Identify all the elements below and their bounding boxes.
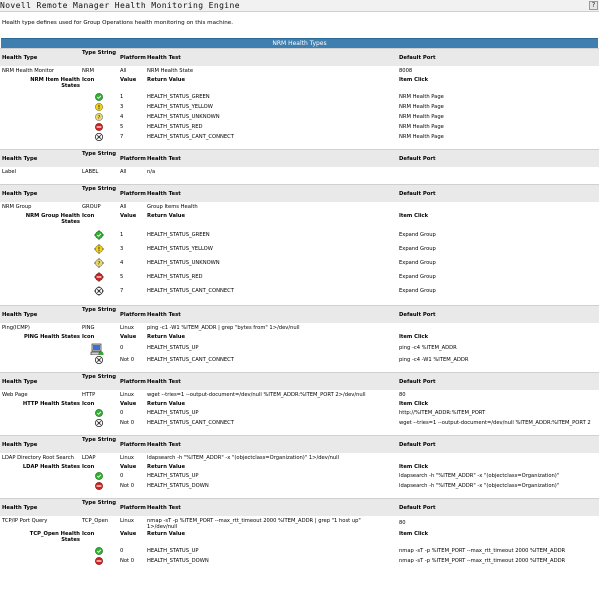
state-item-click[interactable]: NRM Health Page	[399, 114, 444, 120]
col-return-value: Return Value	[147, 334, 185, 340]
type-string-value: PING	[82, 325, 95, 331]
state-return-value: HEALTH_STATUS_YELLOW	[147, 246, 213, 252]
state-item-click[interactable]: ldapsearch -h "%ITEM_ADDR" -x "(objectclass=Organization)"	[399, 483, 560, 489]
states-header-row	[0, 463, 599, 471]
col-health-type: Health Type	[2, 191, 38, 197]
type-string-value: TCP_Open	[82, 518, 109, 524]
col-health-type: Health Type	[2, 312, 38, 318]
col-health-test: Health Test	[147, 156, 181, 162]
default-port-value: 80	[399, 520, 406, 526]
col-value: Value	[120, 531, 137, 537]
health-type-row	[0, 390, 599, 400]
section-header-row	[0, 149, 599, 167]
section-header-row	[0, 305, 599, 323]
health-type-name: NRM Health Monitor	[2, 68, 55, 74]
state-return-value: HEALTH_STATUS_CANT_CONNECT	[147, 288, 234, 294]
state-value: 1	[120, 94, 124, 100]
group-green-icon	[94, 230, 104, 240]
states-header-row	[0, 400, 599, 408]
section-spacer	[0, 365, 599, 372]
col-health-test: Health Test	[147, 442, 181, 448]
health-state-row	[0, 481, 599, 491]
state-return-value: HEALTH_STATUS_RED	[147, 274, 203, 280]
states-label: NRM Item Health States	[30, 77, 80, 89]
state-return-value: HEALTH_STATUS_UP	[147, 473, 199, 479]
col-icon: Icon	[82, 464, 95, 470]
state-item-click[interactable]: ping -c4 -W1 %ITEM_ADDR	[399, 357, 469, 363]
state-return-value: HEALTH_STATUS_DOWN	[147, 483, 209, 489]
col-platform: Platform	[120, 156, 146, 162]
platform-value: All	[120, 204, 127, 210]
status-yellow-icon	[94, 102, 104, 112]
state-item-click[interactable]: Expand Group	[399, 260, 436, 266]
states-header-row	[0, 76, 599, 92]
health-type-name: Label	[2, 169, 16, 175]
state-item-click[interactable]: Expand Group	[399, 288, 436, 294]
col-type-string: Type String	[82, 437, 117, 443]
health-type-name: LDAP Directory Root Search	[2, 455, 74, 461]
section-spacer	[0, 177, 599, 184]
state-value: 0	[120, 345, 124, 351]
health-type-row	[0, 202, 599, 212]
help-button[interactable]: ?	[589, 1, 598, 10]
health-state-row	[0, 92, 599, 102]
type-string-value: LABEL	[82, 169, 99, 175]
state-return-value: HEALTH_STATUS_UP	[147, 345, 199, 351]
group-cant-connect-icon	[94, 286, 104, 296]
col-default-port: Default Port	[399, 156, 436, 162]
health-type-row	[0, 167, 599, 177]
states-header-row	[0, 212, 599, 228]
health-type-section	[0, 48, 599, 149]
col-type-string: Type String	[82, 500, 117, 506]
section-header-row	[0, 372, 599, 390]
col-icon: Icon	[82, 77, 95, 83]
col-value: Value	[120, 464, 137, 470]
health-type-section	[0, 305, 599, 372]
col-platform: Platform	[120, 191, 146, 197]
health-type-name: TCP/IP Port Query	[2, 518, 48, 524]
col-type-string: Type String	[82, 307, 117, 313]
window-titlebar	[0, 0, 599, 12]
state-return-value: HEALTH_STATUS_CANT_CONNECT	[147, 357, 234, 363]
state-value: 7	[120, 134, 124, 140]
state-item-click[interactable]: ping -c4 %ITEM_ADDR	[399, 345, 457, 351]
health-state-row	[0, 122, 599, 132]
platform-value: Linux	[120, 518, 134, 524]
col-platform: Platform	[120, 55, 146, 61]
health-test-value: nmap -sT -p %ITEM_PORT --max_rtt_timeout 2000 %ITEM_ADDR | grep "1 host up" 1>/dev/null	[147, 518, 361, 530]
health-state-row	[0, 341, 599, 355]
state-return-value: HEALTH_STATUS_GREEN	[147, 232, 210, 238]
state-return-value: HEALTH_STATUS_GREEN	[147, 94, 210, 100]
col-item-click: Item Click	[399, 77, 429, 83]
type-string-value: NRM	[82, 68, 94, 74]
col-type-string: Type String	[82, 50, 117, 56]
state-item-click[interactable]: NRM Health Page	[399, 104, 444, 110]
col-item-click: Item Click	[399, 334, 429, 340]
health-type-section	[0, 498, 599, 573]
health-test-value: NRM Health State	[147, 68, 194, 74]
state-item-click[interactable]: NRM Health Page	[399, 94, 444, 100]
col-icon: Icon	[82, 213, 95, 219]
col-health-type: Health Type	[2, 156, 38, 162]
health-state-row	[0, 418, 599, 428]
health-type-name: Web Page	[2, 392, 28, 398]
state-item-click[interactable]: nmap -sT -p %ITEM_PORT --max_rtt_timeout 2000 %ITEM_ADDR	[399, 558, 566, 564]
section-header-row	[0, 435, 599, 453]
state-item-click[interactable]: Expand Group	[399, 232, 436, 238]
state-item-click[interactable]: http://%ITEM_ADDR:%ITEM_PORT	[399, 410, 486, 416]
platform-value: All	[120, 169, 127, 175]
state-item-click[interactable]: NRM Health Page	[399, 124, 444, 130]
state-value: 4	[120, 260, 124, 266]
status-green-icon	[94, 408, 104, 418]
state-return-value: HEALTH_STATUS_RED	[147, 124, 203, 130]
state-return-value: HEALTH_STATUS_CANT_CONNECT	[147, 134, 234, 140]
col-health-type: Health Type	[2, 505, 38, 511]
col-value: Value	[120, 77, 137, 83]
status-cant-connect-icon	[94, 132, 104, 142]
status-cant-connect-icon	[94, 418, 104, 428]
col-health-test: Health Test	[147, 55, 181, 61]
status-unknown-icon	[94, 112, 104, 122]
platform-value: All	[120, 68, 127, 74]
health-type-row	[0, 453, 599, 463]
state-value: Not 0	[120, 420, 135, 426]
states-label: HTTP Health States	[22, 401, 80, 407]
health-test-value: ldapsearch -h "%ITEM_ADDR" -x "(objectclass=Organization)" 1>/dev/null	[147, 455, 340, 461]
health-state-row	[0, 355, 599, 365]
col-default-port: Default Port	[399, 442, 436, 448]
section-spacer	[0, 142, 599, 149]
section-spacer	[0, 566, 599, 573]
health-state-row	[0, 228, 599, 242]
type-string-value: HTTP	[82, 392, 96, 398]
col-default-port: Default Port	[399, 379, 436, 385]
status-red-icon	[94, 556, 104, 566]
health-type-section	[0, 435, 599, 498]
state-item-click[interactable]: Expand Group	[399, 274, 436, 280]
state-value: 5	[120, 124, 124, 130]
col-return-value: Return Value	[147, 213, 185, 219]
health-type-section	[0, 372, 599, 435]
health-type-row	[0, 323, 599, 333]
state-value: 0	[120, 548, 124, 554]
states-label: LDAP Health States	[22, 464, 80, 470]
col-item-click: Item Click	[399, 213, 429, 219]
col-platform: Platform	[120, 379, 146, 385]
status-red-icon	[94, 122, 104, 132]
col-platform: Platform	[120, 312, 146, 318]
state-value: 0	[120, 410, 124, 416]
col-health-test: Health Test	[147, 505, 181, 511]
col-return-value: Return Value	[147, 77, 185, 83]
health-type-row	[0, 66, 599, 76]
col-type-string: Type String	[82, 151, 117, 157]
state-value: 1	[120, 232, 124, 238]
default-port-value: 8008	[399, 68, 413, 74]
section-spacer	[0, 491, 599, 498]
default-port-value: 80	[399, 392, 406, 398]
health-state-row	[0, 471, 599, 481]
health-state-row	[0, 270, 599, 284]
group-yellow-icon	[94, 244, 104, 254]
col-return-value: Return Value	[147, 401, 185, 407]
state-return-value: HEALTH_STATUS_DOWN	[147, 558, 209, 564]
col-health-test: Health Test	[147, 312, 181, 318]
section-header-row	[0, 184, 599, 202]
health-state-row	[0, 546, 599, 556]
states-header-row	[0, 333, 599, 341]
col-health-type: Health Type	[2, 442, 38, 448]
state-value: 0	[120, 473, 124, 479]
states-header-row	[0, 530, 599, 546]
state-value: 4	[120, 114, 124, 120]
col-default-port: Default Port	[399, 191, 436, 197]
status-green-icon	[94, 92, 104, 102]
health-state-row	[0, 556, 599, 566]
col-value: Value	[120, 334, 137, 340]
state-value: 7	[120, 288, 124, 294]
status-red-icon	[94, 481, 104, 491]
state-item-click[interactable]: NRM Health Page	[399, 134, 444, 140]
status-green-icon	[94, 471, 104, 481]
health-state-row	[0, 102, 599, 112]
intro-text: Health type defines used for Group Operations health monitoring on this machine.	[2, 20, 233, 26]
col-default-port: Default Port	[399, 55, 436, 61]
state-item-click[interactable]: nmap -sT -p %ITEM_PORT --max_rtt_timeout 2000 %ITEM_ADDR	[399, 548, 566, 554]
col-health-test: Health Test	[147, 191, 181, 197]
state-value: 3	[120, 104, 124, 110]
group-unknown-icon	[94, 258, 104, 268]
svg-text:?: ?	[97, 115, 101, 121]
health-types-banner: NRM Health Types	[1, 38, 598, 48]
health-type-row	[0, 516, 599, 530]
col-default-port: Default Port	[399, 312, 436, 318]
section-spacer	[0, 428, 599, 435]
health-state-row	[0, 242, 599, 256]
col-icon: Icon	[82, 334, 95, 340]
col-icon: Icon	[82, 401, 95, 407]
col-value: Value	[120, 213, 137, 219]
col-type-string: Type String	[82, 374, 117, 380]
states-label: NRM Group Health States	[25, 213, 80, 225]
health-type-name: Ping(ICMP)	[2, 325, 30, 331]
health-state-row	[0, 132, 599, 142]
col-return-value: Return Value	[147, 531, 185, 537]
window-title: Novell Remote Manager Health Monitoring Engine	[0, 1, 240, 10]
col-default-port: Default Port	[399, 505, 436, 511]
col-health-test: Health Test	[147, 379, 181, 385]
section-header-row	[0, 498, 599, 516]
health-state-row	[0, 284, 599, 298]
section-header-row	[0, 48, 599, 66]
state-value: 5	[120, 274, 124, 280]
state-return-value: HEALTH_STATUS_CANT_CONNECT	[147, 420, 234, 426]
col-item-click: Item Click	[399, 464, 429, 470]
col-platform: Platform	[120, 505, 146, 511]
state-return-value: HEALTH_STATUS_UNKNOWN	[147, 114, 220, 120]
col-value: Value	[120, 401, 137, 407]
col-item-click: Item Click	[399, 531, 429, 537]
type-string-value: LDAP	[82, 455, 96, 461]
health-state-row	[0, 112, 599, 122]
health-state-row	[0, 408, 599, 418]
col-return-value: Return Value	[147, 464, 185, 470]
type-string-value: GROUP	[82, 204, 101, 210]
state-value: Not 0	[120, 357, 135, 363]
col-health-type: Health Type	[2, 379, 38, 385]
health-test-value: Group Items Health	[147, 204, 198, 210]
states-label: TCP_Open Health States	[29, 531, 80, 543]
state-value: 3	[120, 246, 124, 252]
states-label: PING Health States	[23, 334, 80, 340]
platform-value: Linux	[120, 455, 134, 461]
health-test-value: n/a	[147, 169, 156, 175]
col-item-click: Item Click	[399, 401, 429, 407]
status-cant-connect-icon	[94, 355, 104, 365]
health-type-name: NRM Group	[2, 204, 32, 210]
health-type-section	[0, 184, 599, 305]
state-return-value: HEALTH_STATUS_YELLOW	[147, 104, 213, 110]
state-item-click[interactable]: ldapsearch -h "%ITEM_ADDR" -x "(objectclass=Organization)"	[399, 473, 560, 479]
state-item-click[interactable]: Expand Group	[399, 246, 436, 252]
status-green-icon	[94, 546, 104, 556]
section-spacer	[0, 298, 599, 305]
health-type-section	[0, 149, 599, 184]
state-item-click[interactable]: wget --tries=1 --output-document=/dev/null %ITEM_ADDR:%ITEM_PORT 2	[399, 420, 591, 426]
state-return-value: HEALTH_STATUS_UNKNOWN	[147, 260, 220, 266]
health-state-row	[0, 256, 599, 270]
col-health-type: Health Type	[2, 55, 38, 61]
platform-value: Linux	[120, 392, 134, 398]
platform-value: Linux	[120, 325, 134, 331]
state-value: Not 0	[120, 558, 135, 564]
state-return-value: HEALTH_STATUS_UP	[147, 410, 199, 416]
group-red-icon	[94, 272, 104, 282]
health-test-value: ping -c1 -W1 %ITEM_ADDR | grep "bytes from" 1>/dev/null	[147, 325, 300, 331]
health-test-value: wget --tries=1 --output-document=/dev/null %ITEM_ADDR:%ITEM_PORT 2>/dev/null	[147, 392, 366, 398]
col-icon: Icon	[82, 531, 95, 537]
state-value: Not 0	[120, 483, 135, 489]
health-types-table	[0, 48, 599, 609]
state-return-value: HEALTH_STATUS_UP	[147, 548, 199, 554]
col-type-string: Type String	[82, 186, 117, 192]
col-platform: Platform	[120, 442, 146, 448]
svg-text:?: ?	[97, 261, 101, 267]
